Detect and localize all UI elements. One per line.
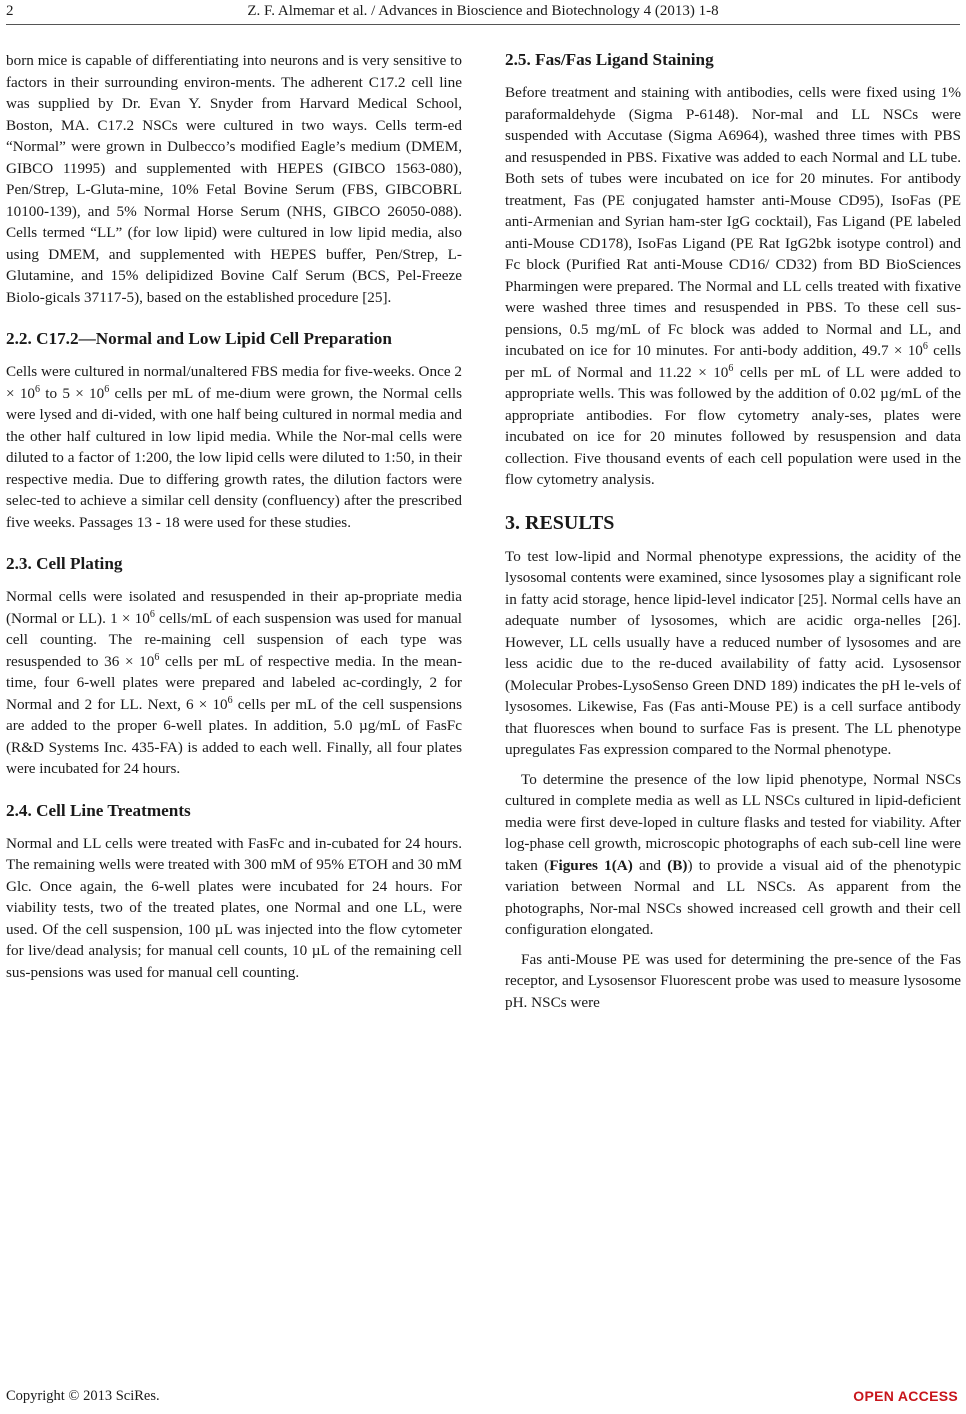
- superscript: 6: [728, 362, 734, 374]
- section-heading-2-3: 2.3. Cell Plating: [6, 554, 123, 573]
- header-rule: [6, 24, 960, 25]
- section-heading-results: 3. RESULTS: [505, 511, 615, 534]
- left-column: [6, 50, 462, 983]
- section-heading-2-5: 2.5. Fas/Fas Ligand Staining: [505, 50, 714, 69]
- running-head: Z. F. Almemar et al. / Advances in Bioscience and Biotechnology 4 (2013) 1-8: [247, 3, 719, 19]
- superscript: 6: [154, 651, 160, 663]
- superscript: 6: [104, 383, 110, 395]
- paragraph-cell-line-treatments: Normal and LL cells were treated with FasFc and in-cubated for 24 hours. The remaining wells were treated with 300 mM of 95% ETOH and 30 mM Glc. Once again, the 6-well plates were incubated for 24 hours. For viability tests, two of the treated plates, one Normal and one LL, were used. Of the cell suspension, 100 µL was injected into the flow cytometer for live/dead analysis; for manual cell counts, 10 µL of the remaining cell sus-pensions was used for manual cell counting.: [6, 834, 462, 981]
- superscript: 6: [227, 694, 233, 706]
- page-header: [0, 0, 966, 30]
- section-heading-2-4: 2.4. Cell Line Treatments: [6, 800, 191, 820]
- superscript: 6: [149, 608, 155, 620]
- paragraph-fas-staining: Before treatment and staining with antibodies, cells were fixed using 1% paraformaldehyde (Sigma P-6148). Nor-mal and LL NSCs were suspended with Accutase (Sigma A6964), washed three times with PBS and resuspended in PBS. Fixative was added to each Normal and LL tube. Both sets of tubes were incubated on ice for 20 minutes. For antibody treatment, Fas (PE conjugated hamster anti-Mouse CD95), IsoFas (PE anti-Armenian and Syrian ham-ster IgG cocktail), Fas Ligand (PE labeled anti-Mouse CD178), IsoFas Ligand (PE Rat IgG2bk isotype control) and Fc block (Purified Rat anti-Mouse CD16/ CD32) from BD BioSciences Pharmingen were prepared. The Normal and LL cells treated with fixative were washed three times and resuspended in PBS. To these cell sus-pensions, 0.5 mg/mL of Fc block was added to Normal and LL, and incubated on ice for 10 minutes. For anti-body addition, $49.7 \times 10^6$ cells per mL of Normal and $11.22 \times 10^6$ cells per mL of LL were added to appropriate wells. This was followed by the addition of 0.02 µg/mL of the appropriate antibodies. For flow cytometry analy-ses, plates were incubated on ice for 20 minutes followed by resuspension and data collection. Five thousand events of each cell population were used in the flow cytometry analysis.: [505, 84, 961, 488]
- open-access-label: OPEN ACCESS: [853, 1388, 958, 1404]
- paragraph-cell-plating: Normal cells were isolated and resuspended in their ap-propriate media (Normal or LL). $1 \times 10^6$ cells/mL of each suspension was used for manual cell counting. The re-maining cell suspension of each type was resuspended to $36 \times 10^6$ cells per mL of respective media. In the mean-time, four 6-well plates were prepared and labeled ac-cordingly, 2 for Normal and 2 for LL. Next, $6 \times 10^6$ cells per mL of the cell suspensions are added to the proper 6-well plates. In addition, 5.0 µg/mL of FasFc (R&D Systems Inc. 435-FA) is added to each well. Finally, all four plates were incubated for 24 hours.: [6, 588, 462, 777]
- superscript: 6: [35, 383, 41, 395]
- paragraph-cell-preparation: Cells were cultured in normal/unaltered FBS media for five-weeks. Once $2 \times 10^6$ to $5 \times 10^6$ cells per mL of me-dium were grown, the Normal cells were lysed and di-vided, with one half being cultured in normal media and the other half cultured in low lipid media. While the Nor-mal cells were diluted to a factor of 1:200, the low lipid cells were diluted to 1:50, in their respective media. Due to differing growth rates, the dilution factors were selec-ted to achieve a similar cell density (confluency) after the prescribed five weeks. Passages 13 - 18 were used for these studies.: [6, 363, 462, 531]
- section-heading-2-2: 2.2. C17.2—Normal and Low Lipid Cell Preparation: [6, 329, 392, 348]
- paragraph-cell-culture: born mice is capable of differentiating into neurons and is very sensitive to factors in their surrounding environ-ments. The adherent C17.2 cell line was supplied by Dr. Evan Y. Snyder from Harvard Medical School, Boston, MA. C17.2 NSCs were cultured in two ways. Cells term-ed “Normal” were grown in Dulbecco’s modified Eagle’s medium (DMEM, GIBCO 11995) and supplemented with HEPES (GIBCO 1563-080), Pen/Strep, L-Gluta-mine, 10% Fetal Bovine Serum (FBS, GIBCOBRL 10100-139), and 5% Normal Horse Serum (NHS, GIBCO 26050-088). Cells termed “LL” (for low lipid) were cultured in low lipid media, also using DMEM, and supplemented with HEPES buffer, Pen/Strep, L-Glutamine, and 15% delipidized Bovine Calf Serum (BCS, Pel-Freeze Biolo-gicals 37117-5), based on the established procedure [25].: [6, 52, 462, 306]
- paragraph-results-fas: Fas anti-Mouse PE was used for determining the pre-sence of the Fas receptor, and Lysosensor Fluorescent probe was used to measure lysosome pH. NSCs were: [505, 950, 961, 1011]
- paragraph-results-intro: To test low-lipid and Normal phenotype expressions, the acidity of the lysosomal contents were examined, since lysosomes play a significant role in fatty acid storage, hence lipid-level indicator [25]. Normal cells have an adequate number of lysosomes, which are acidic orga-nelles [26]. However, LL cells usually have a reduced number of lysosomes and are less acidic due to the re-duced availability of fatty acid. Lysosensor (Molecular Probes-LysoSenso Green DND 189) indicates the pH le-vels of lysosomes. Likewise, Fas (Fas anti-Mouse PE) is a cell surface antibody that fluoresces when bound to surface Fas is present. The LL phenotype upregulates Fas expression compared to the Normal phenotype.: [505, 547, 961, 758]
- page-footer: [0, 1384, 966, 1410]
- right-column: [505, 48, 961, 1013]
- copyright-notice: Copyright © 2013 SciRes.: [6, 1388, 160, 1404]
- figure-reference-1a[interactable]: Figures 1(A): [549, 856, 633, 874]
- paragraph-results-phenotype: To determine the presence of the low lipid phenotype, Normal NSCs cultured in complete media as well as LL NSCs cultured in lipid-deficient media were first deve-loped in culture flasks and tested for viability. After log-phase cell growth, microscopic photographs of each sub-cell line were taken (Figures 1(A) and (B)) to provide a visual aid of the phenotypic variation between Normal and LL NSCs. As apparent from the photographs, Nor-mal NSCs showed increased cell growth and their cell configuration elongated.: [505, 770, 962, 938]
- superscript: 6: [922, 341, 928, 352]
- page-number: 2: [6, 3, 14, 19]
- figure-reference-1b[interactable]: (B): [667, 856, 688, 874]
